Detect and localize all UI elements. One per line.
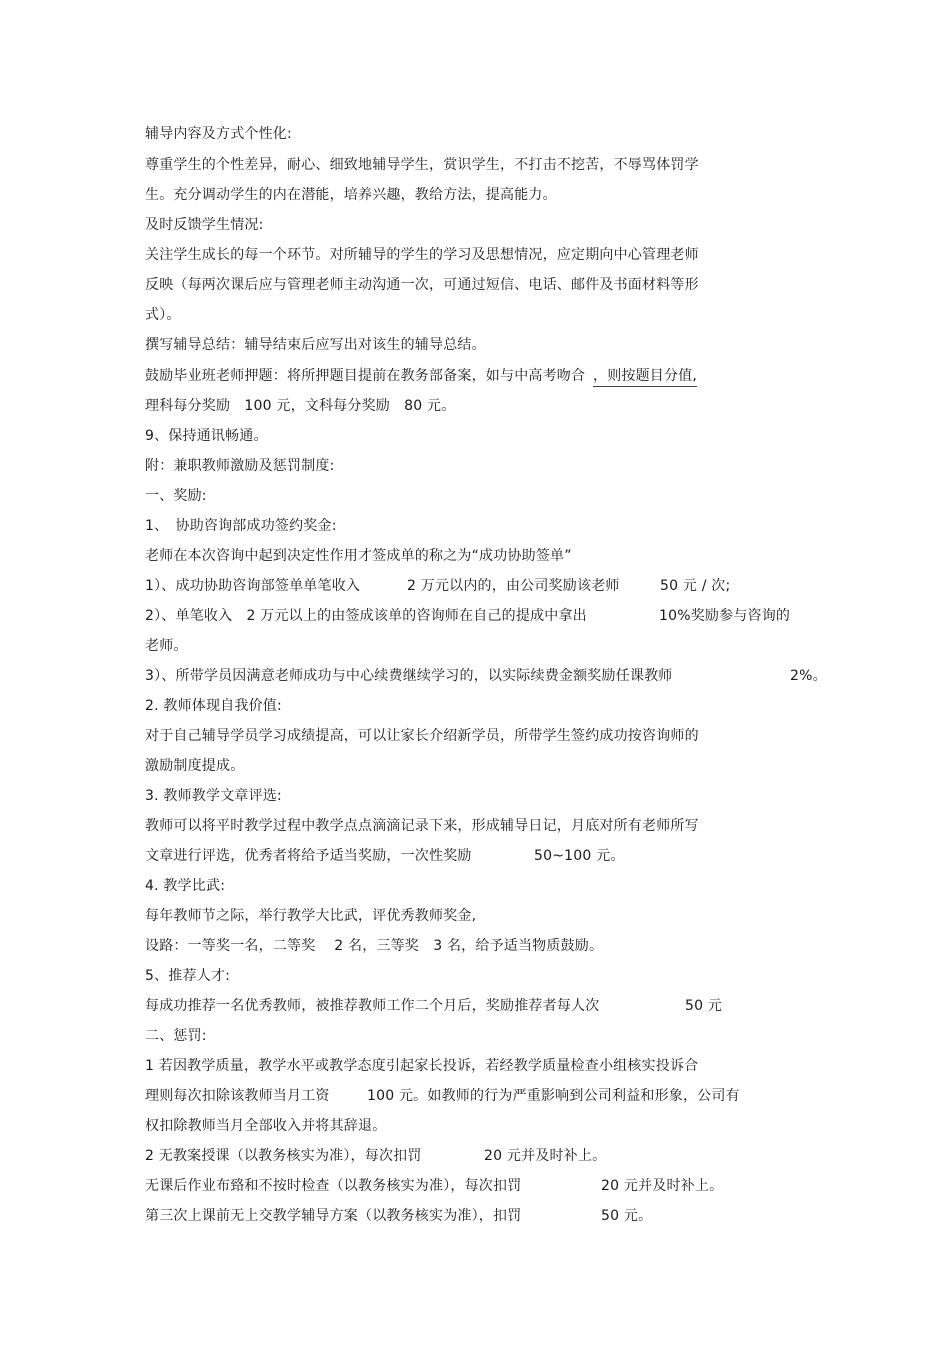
text-segment: 50 元 / 次; <box>660 578 731 594</box>
text-segment: 2）、单笔收入 2 万元以上的由签成该单的咨询师在自己的提成中拿出 <box>145 608 587 624</box>
heading-feedback: 及时反馈学生情况: <box>145 217 264 233</box>
list-item <box>145 606 805 626</box>
subsection-heading: 3. 教师教学文章评选: <box>145 788 282 804</box>
underlined-text-segment: ，则按题目分值, <box>593 366 697 387</box>
text-segment: 50 元 <box>685 998 723 1014</box>
paragraph-line <box>145 366 745 386</box>
paragraph-line: 设路：一等奖一名，二等奖 2 名，三等奖 3 名，给予适当物质鼓励。 <box>145 938 604 954</box>
text-segment: 每成功推荐一名优秀教师，被推荐教师工作二个月后，奖励推荐者每人次 <box>145 998 600 1014</box>
text-segment: 20 元并及时补上。 <box>484 1148 607 1164</box>
text-segment: 100 元。如教师的行为严重影响到公司利益和形象，公司有 <box>367 1088 740 1104</box>
paragraph-line: 权扣除教师当月全部收入并将其辞退。 <box>145 1118 387 1134</box>
paragraph-line <box>145 1086 775 1106</box>
paragraph-line: 关注学生成长的每一个环节。对所辅导的学生的学习及思想情况，应定期向中心管理老师 <box>145 247 699 263</box>
section-heading: 二、惩罚: <box>145 1028 207 1044</box>
text-segment: 第三次上课前无上交教学辅导方案（以教务核实为准），扣罚 <box>145 1208 522 1224</box>
subsection-heading: 2. 教师体现自我价值: <box>145 698 282 714</box>
text-segment: 2 无教案授课（以教务核实为准），每次扣罚 <box>145 1148 422 1164</box>
paragraph-line <box>145 1176 745 1196</box>
section-heading: 一、奖励: <box>145 488 207 504</box>
paragraph-line: 反映（每两次课后应与管理老师主动沟通一次，可通过短信、电话、邮件及书面材料等形 <box>145 277 699 293</box>
text-segment: 20 元并及时补上。 <box>601 1178 724 1194</box>
list-item <box>145 666 825 686</box>
text-segment: 理则每次扣除该教师当月工资 <box>145 1088 330 1104</box>
text-segment: 无课后作业布臵和不按时检查（以教务核实为准），每次扣罚 <box>145 1178 522 1194</box>
paragraph-line: 老师。 <box>145 638 188 654</box>
paragraph-line: 1 若因教学质量，教学水平或教学态度引起家长投诉，若经教学质量检查小组核实投诉合 <box>145 1058 699 1074</box>
list-item <box>145 1146 745 1166</box>
text-segment: 2%。 <box>790 668 827 684</box>
paragraph-line: 教师可以将平时教学过程中教学点点滴滴记录下来，形成辅导日记，月底对所有老师所写 <box>145 818 699 834</box>
paragraph-line: 每年教师节之际，举行教学大比武，评优秀教师奖金, <box>145 908 477 924</box>
text-segment: 3）、所带学员因满意老师成功与中心续费继续学习的，以实际续费金额奖励任课教师 <box>145 668 673 684</box>
text-segment: 50 元。 <box>601 1208 653 1224</box>
text-segment: 10%奖励参与咨询的 <box>659 608 791 624</box>
paragraph-line <box>145 996 745 1016</box>
list-item <box>145 576 745 596</box>
text-segment: 1）、成功协助咨询部签单单笔收入 <box>145 578 361 594</box>
paragraph-line: 老师在本次咨询中起到决定性作用才签成单的称之为“成功协助签单” <box>145 548 572 564</box>
text-segment: 鼓励毕业班老师押题：将所押题目提前在教务部备案，如与中高考吻合 <box>145 368 586 384</box>
subsection-heading: 1、 协助咨询部成功签约奖金: <box>145 518 337 534</box>
paragraph-line <box>145 846 745 866</box>
text-segment: 2 万元以内的，由公司奖励该老师 <box>407 578 620 594</box>
paragraph-line: 式）。 <box>145 307 181 323</box>
subsection-heading: 5、推荐人才: <box>145 968 231 984</box>
list-item: 9、保持通讯畅通。 <box>145 428 268 444</box>
paragraph-line: 撰写辅导总结：辅导结束后应写出对该生的辅导总结。 <box>145 337 486 353</box>
subsection-heading: 4. 教学比武: <box>145 878 226 894</box>
paragraph-line: 理科每分奖励 100 元，文科每分奖励 80 元。 <box>145 398 456 414</box>
text-segment: 文章进行评选，优秀者将给予适当奖励，一次性奖励 <box>145 848 472 864</box>
paragraph-line: 对于自己辅导学员学习成绩提高，可以让家长介绍新学员，所带学生签约成功按咨询师的 <box>145 728 699 744</box>
heading-tutoring-content: 辅导内容及方式个性化: <box>145 126 292 142</box>
section-heading: 附：兼职教师激励及惩罚制度: <box>145 458 335 474</box>
paragraph-line: 生。充分调动学生的内在潜能，培养兴趣，教给方法，提高能力。 <box>145 187 557 203</box>
paragraph-line: 激励制度提成。 <box>145 758 245 774</box>
text-segment: 50~100 元。 <box>534 848 625 864</box>
paragraph-line: 尊重学生的个性差异，耐心、细致地辅导学生，赏识学生，不打击不挖苦，不辱骂体罚学 <box>145 157 699 173</box>
paragraph-line <box>145 1206 745 1226</box>
